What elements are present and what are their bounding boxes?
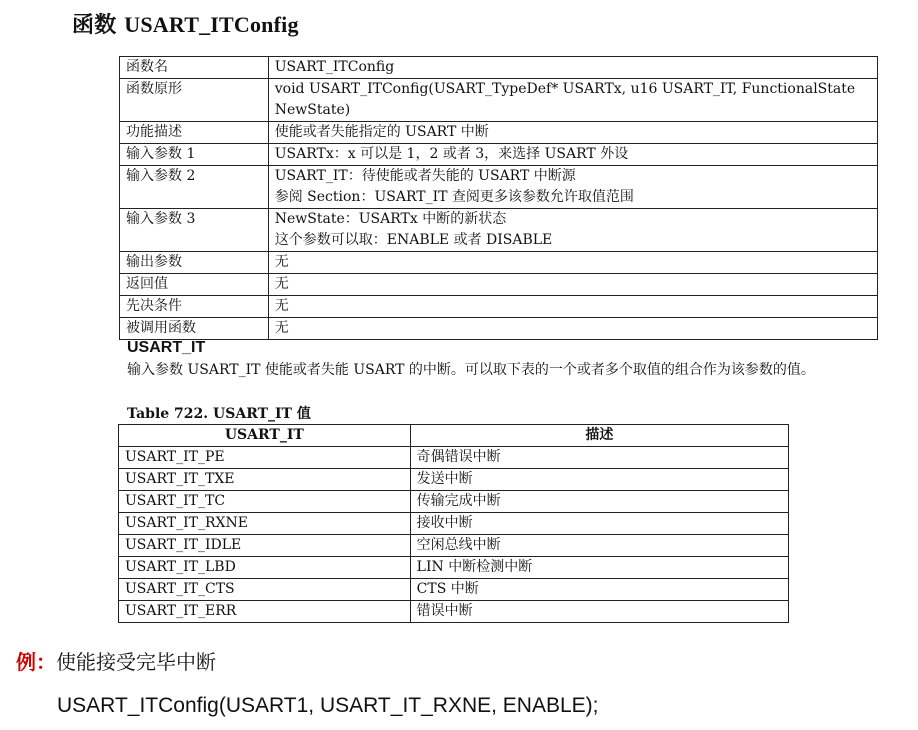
param-value (268, 209, 877, 252)
table-row (120, 79, 878, 122)
description-cell: 接收中断 (410, 513, 788, 535)
table-row (120, 122, 878, 144)
table-row (119, 469, 789, 491)
usart-it-cell: USART_IT_PE (119, 447, 411, 469)
table-row (120, 57, 878, 79)
param-value-line: 这个参数可以取：ENABLE 或者 DISABLE (274, 232, 553, 248)
param-value-line: 无 (274, 320, 289, 336)
param-value (268, 166, 877, 209)
param-value (268, 274, 877, 296)
param-value (268, 79, 877, 122)
description-cell: CTS 中断 (410, 579, 788, 601)
description-cell: 传输完成中断 (410, 491, 788, 513)
usart-it-section-title: USART_IT (127, 339, 206, 356)
table-row (120, 166, 878, 209)
table-row (120, 144, 878, 166)
heading-function-name: USART_ITConfig (124, 12, 299, 37)
table-row (120, 209, 878, 252)
param-value (268, 252, 877, 274)
param-value-line: void USART_ITConfig(USART_TypeDef* USARTx, u16 USART_IT, FunctionalState (274, 81, 856, 97)
table-row (120, 252, 878, 274)
param-key: 先决条件 (120, 296, 269, 318)
usart-it-cell: USART_IT_RXNE (119, 513, 411, 535)
table-row (119, 447, 789, 469)
usart-it-cell: USART_IT_TXE (119, 469, 411, 491)
param-key: 被调用函数 (120, 318, 269, 340)
param-value (268, 144, 877, 166)
param-value (268, 122, 877, 144)
param-key: 返回值 (120, 274, 269, 296)
description-cell: 奇偶错误中断 (410, 447, 788, 469)
function-heading (72, 8, 299, 39)
usart-it-cell: USART_IT_IDLE (119, 535, 411, 557)
param-key: 输入参数 2 (120, 166, 269, 209)
description-cell: 错误中断 (410, 601, 788, 623)
param-value-line: USART_ITConfig (274, 59, 395, 75)
table-row (119, 491, 789, 513)
description-cell: 空闲总线中断 (410, 535, 788, 557)
usart-it-cell: USART_IT_CTS (119, 579, 411, 601)
table-row (119, 513, 789, 535)
table-row (120, 318, 878, 340)
header-description: 描述 (410, 425, 788, 447)
param-value-line: 无 (274, 254, 289, 270)
param-key: 输出参数 (120, 252, 269, 274)
example-line (16, 646, 216, 675)
table-row (119, 557, 789, 579)
param-key: 功能描述 (120, 122, 269, 144)
example-code: USART_ITConfig(USART1, USART_IT_RXNE, ENABLE); (57, 694, 599, 717)
param-value (268, 57, 877, 79)
table-header-row (119, 425, 789, 447)
function-info-table (119, 56, 878, 340)
usart-it-cell: USART_IT_ERR (119, 601, 411, 623)
param-key: 输入参数 3 (120, 209, 269, 252)
param-value-line: NewState) (274, 102, 351, 118)
param-value-line: 使能或者失能指定的 USART 中断 (274, 124, 489, 140)
table-row (119, 601, 789, 623)
usart-it-cell: USART_IT_LBD (119, 557, 411, 579)
table-row (119, 535, 789, 557)
table-row (120, 274, 878, 296)
usart-it-values-table (118, 424, 789, 623)
example-text: 使能接受完毕中断 (56, 650, 216, 674)
usart-it-cell: USART_IT_TC (119, 491, 411, 513)
param-value-line: NewState：USARTx 中断的新状态 (274, 211, 507, 227)
table-row (120, 296, 878, 318)
table-row (119, 579, 789, 601)
description-cell: LIN 中断检测中断 (410, 557, 788, 579)
heading-prefix: 函数 (72, 13, 117, 38)
param-value (268, 296, 877, 318)
usart-it-section-desc: 输入参数 USART_IT 使能或者失能 USART 的中断。可以取下表的一个或者多个取值的组合作为该参数的值。 (127, 362, 815, 378)
param-value-line: 无 (274, 276, 289, 292)
param-key: 输入参数 1 (120, 144, 269, 166)
usart-it-table-caption: Table 722. USART_IT 值 (127, 406, 311, 422)
param-key: 函数名 (120, 57, 269, 79)
param-value-line: USART_IT：待使能或者失能的 USART 中断源 (274, 168, 576, 184)
example-lead: 例： (16, 650, 56, 674)
param-value-line: USARTx：x 可以是 1，2 或者 3，来选择 USART 外设 (274, 146, 629, 162)
param-value-line: 无 (274, 298, 289, 314)
description-cell: 发送中断 (410, 469, 788, 491)
header-usart-it: USART_IT (119, 425, 411, 447)
param-value (268, 318, 877, 340)
param-value-line: 参阅 Section：USART_IT 查阅更多该参数允许取值范围 (274, 189, 634, 205)
param-key: 函数原形 (120, 79, 269, 122)
